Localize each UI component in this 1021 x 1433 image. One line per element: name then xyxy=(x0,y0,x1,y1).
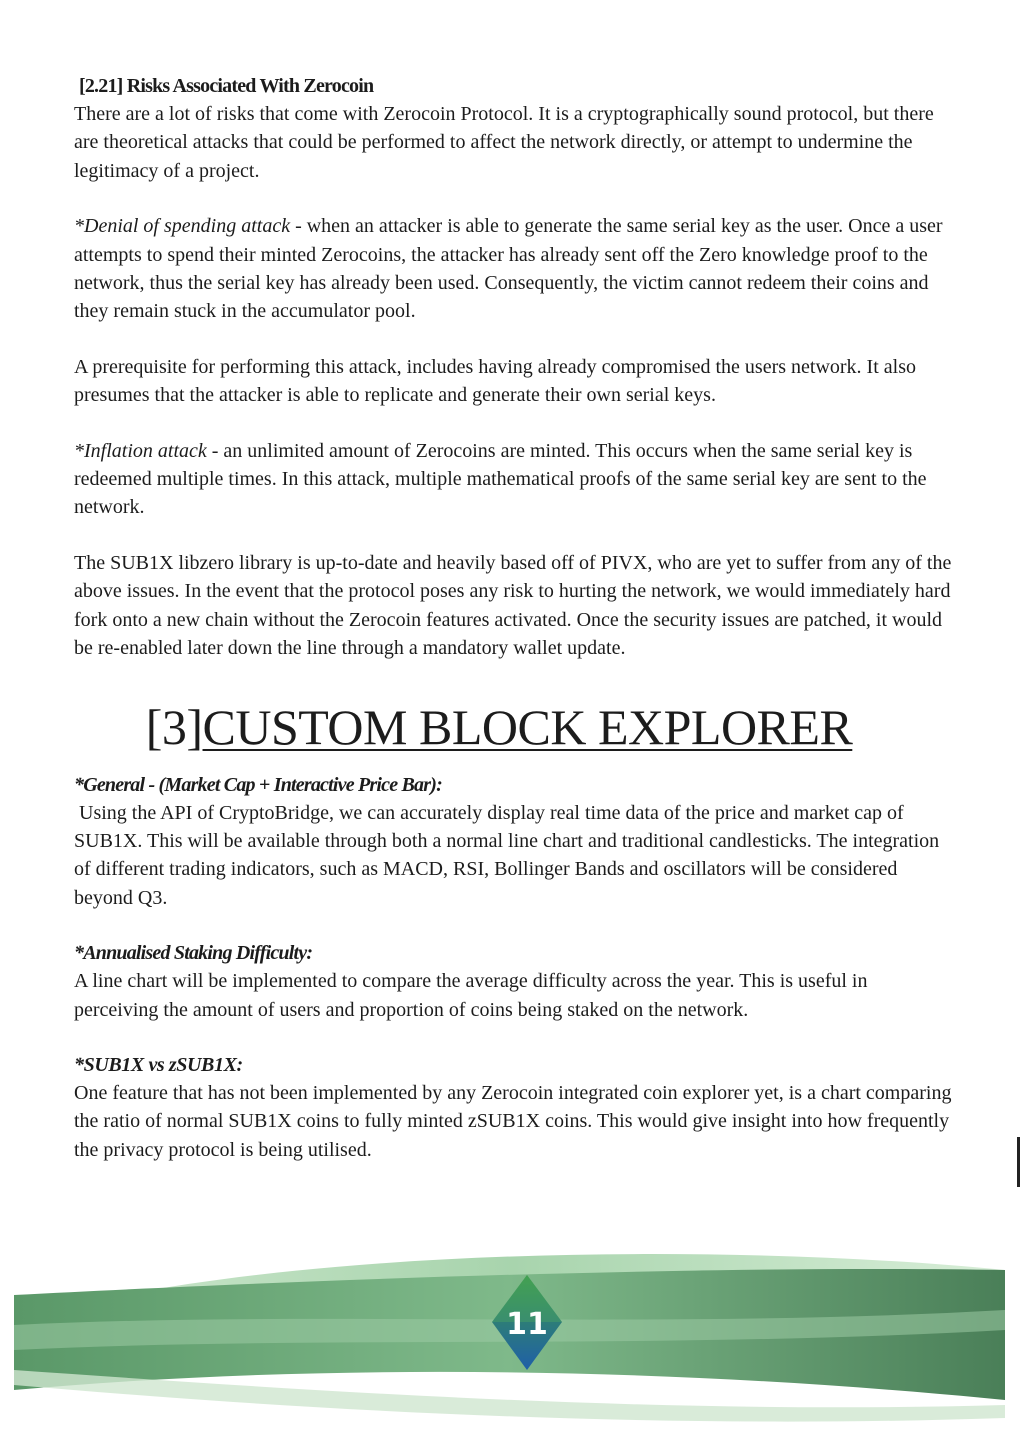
staking-heading: *Annualised Staking Difficulty: xyxy=(74,942,313,965)
general-heading: *General - (Market Cap + Interactive Price Bar): xyxy=(74,773,442,796)
denial-attack-text: - when an attacker is able to generate the same serial key as the user. Once a user attempts to spend their minted Zerocoins, the attacker has already sent off the Zero knowledge proof to the network, thus the serial key has already been used. Consequently, the victim cannot redeem their coins and they remain stuck in the accumulator pool. xyxy=(74,215,943,323)
section-title-3 xyxy=(74,697,924,757)
ratio-paragraph: One feature that has not been implemented by any Zerocoin integrated coin explorer yet, is a chart comparing the ratio of normal SUB1X coins to fully minted zSUB1X coins. This would give insight into how frequently the privacy protocol is being utilised. xyxy=(74,1081,952,1161)
denial-attack-paragraph xyxy=(74,212,954,326)
inflation-attack-label: *Inflation attack xyxy=(74,439,207,462)
inflation-attack-text: - an unlimited amount of Zerocoins are minted. This occurs when the same serial key is redeemed multiple times. In this attack, multiple mathematical proofs of the same serial key are sent to the network. xyxy=(74,439,927,519)
footer-banner xyxy=(0,1240,1021,1433)
section-heading-2-21: [2.21] Risks Associated With Zerocoin xyxy=(79,75,374,97)
page-number: 11 xyxy=(506,1307,548,1342)
section-title-text: CUSTOM BLOCK EXPLORER xyxy=(202,698,853,755)
page-edge-mark xyxy=(1017,1137,1020,1187)
general-paragraph: Using the API of CryptoBridge, we can accurately display real time data of the price and market cap of SUB1X. This will be available through both a normal line chart and traditional candlesticks. The integration of different trading indicators, such as MACD, RSI, Bollinger Bands and oscillators will be considered beyond Q3. xyxy=(74,801,945,909)
inflation-attack-paragraph xyxy=(74,437,954,522)
page-content xyxy=(74,72,954,1191)
denial-attack-label: *Denial of spending attack xyxy=(74,215,291,238)
ratio-heading: *SUB1X vs zSUB1X: xyxy=(74,1053,243,1076)
staking-paragraph: A line chart will be implemented to compare the average difficulty across the year. This is useful in perceiving the amount of users and proportion of coins being staked on the network. xyxy=(74,970,868,1021)
libzero-paragraph: The SUB1X libzero library is up-to-date and heavily based off of PIVX, who are yet to suffer from any of the above issues. In the event that the protocol poses any risk to hurting the network, we would immediately hard fork onto a new chain without the Zerocoin features activated. Once the security issues are patched, it would be re-enabled later down the line through a mandatory wallet update. xyxy=(74,551,952,660)
prerequisite-paragraph: A prerequisite for performing this attack, includes having already compromised the users network. It also presumes that the attacker is able to replicate and generate their own serial keys. xyxy=(74,355,916,407)
section-number: [3] xyxy=(145,698,203,755)
intro-paragraph: There are a lot of risks that come with Zerocoin Protocol. It is a cryptographically sound protocol, but there are theoretical attacks that could be performed to affect the network directly, or attempt to undermine the legitimacy of a project. xyxy=(74,103,934,182)
